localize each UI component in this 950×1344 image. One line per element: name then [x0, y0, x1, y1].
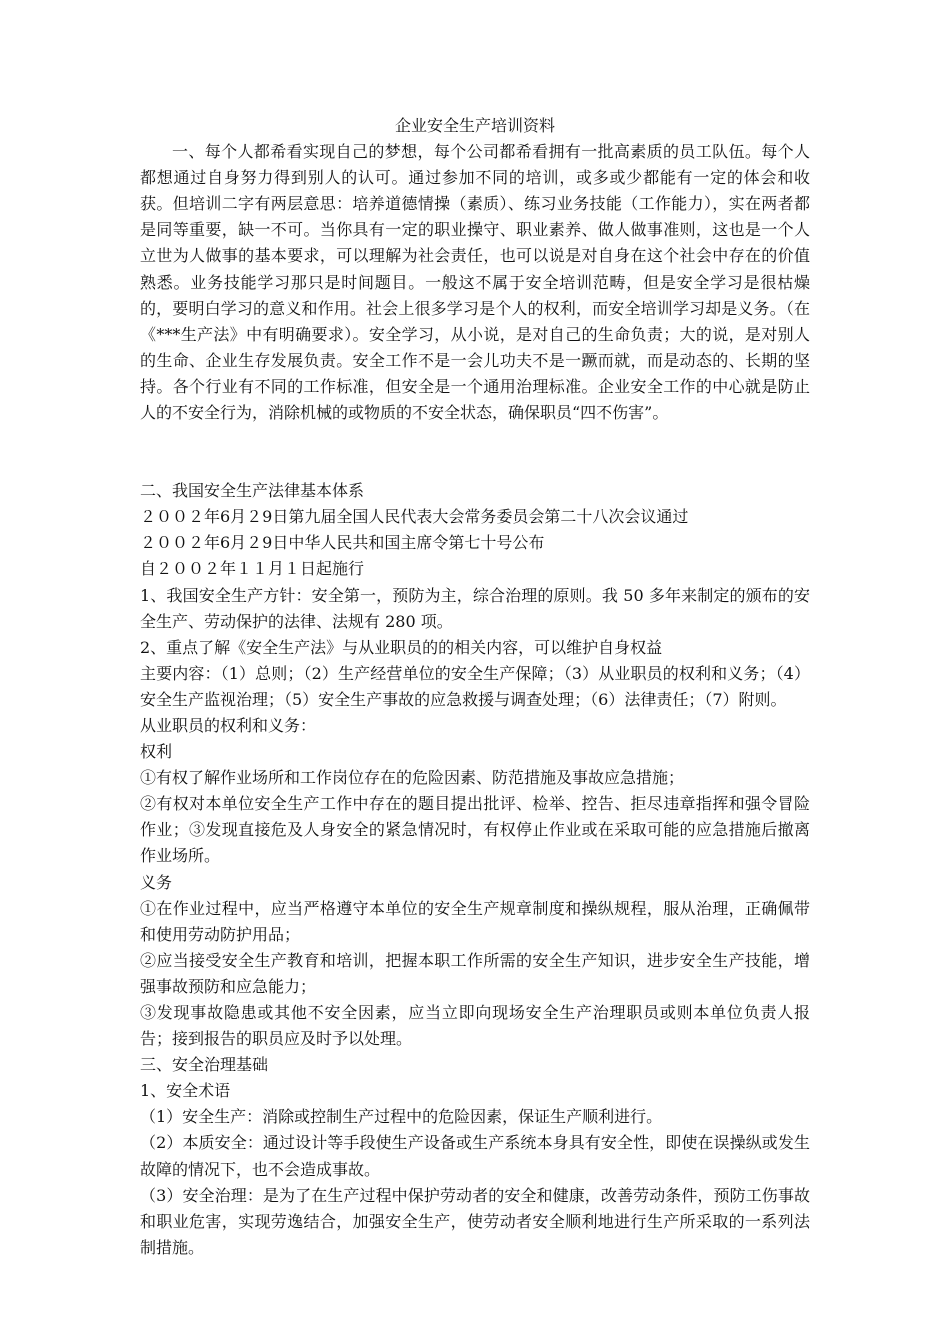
intro-paragraph: 一、每个人都希看实现自己的梦想，每个公司都希看拥有一批高素质的员工队伍。每个人都想通过自身努力得到别人的认可。通过参加不同的培训，或多或少都能有一定的体会和收获。但培训二字有两层意思：培养道德情操（素质）、练习业务技能（工作能力），实在两者都是同等重要，缺一不可。当你具有一定的职业操守、职业素养、做人做事准则，这也是一个人立世为人做事的基本要求，可以理解为社会责任，也可以说是对自身在这个社会中存在的价值熟悉。业务技能学习那只是时间题目。一般这不属于安全培训范畴，但是安全学习是很枯燥的，要明白学习的意义和作用。社会上很多学习是个人的权利，而安全培训学习却是义务。（在《***生产法》中有明确要求）。安全学习，从小说，是对自己的生命负责；大的说，是对别人的生命、企业生存发展负责。安全工作不是一会儿功夫不是一蹶而就，而是动态的、长期的坚持。各个行业有不同的工作标准，但安全是一个通用治理标准。企业安全工作的中心就是防止人的不安全行为，消除机械的或物质的不安全状态，确保职员“四不伤害”。: [140, 142, 810, 423]
law-adoption-line: ２００２年6月２9日第九届全国人民代表大会常务委员会第二十八次会议通过: [140, 507, 689, 527]
term-item-1: （1）安全生产：消除或控制生产过程中的危险因素，保证生产顺利进行。: [140, 1107, 663, 1127]
main-content-paragraph: 主要内容：（1）总则；（2）生产经营单位的安全生产保障；（3）从业职员的权利和义务；（4）安全生产监视治理；（5）安全生产事故的应急救援与调查处理；（6）法律责任；（7）附则。: [140, 663, 810, 709]
blank-spacer: [140, 426, 810, 478]
rights-duties-heading: 从业职员的权利和义务：: [140, 715, 317, 735]
terms-subheading: 1、安全术语: [140, 1081, 231, 1101]
term-item-3: （3）安全治理：是为了在生产过程中保护劳动者的安全和健康，改善劳动条件，预防工伤事故和职业危害，实现劳逸结合，加强安全生产，使劳动者安全顺利地进行生产所采取的一系列法制措施。: [140, 1185, 810, 1257]
law-promulgation-line: ２００２年6月２9日中华人民共和国主席令第七十号公布: [140, 533, 545, 553]
duty-item-2: ②应当接受安全生产教育和培训，把握本职工作所需的安全生产知识，进步安全生产技能，增强事故预防和应急能力；: [140, 950, 810, 996]
law-effective-line: 自２００２年１１月１日起施行: [140, 559, 365, 579]
right-item-2: ②有权对本单位安全生产工作中存在的题目提出批评、检举、控告、拒尽违章指挥和强令冒险作业；③发现直接危及人身安全的紧急情况时，有权停止作业或在采取可能的应急措施后撤离作业场所。: [140, 794, 810, 866]
duty-item-3: ③发现事故隐患或其他不安全因素，应当立即向现场安全生产治理职员或则本单位负责人报告；接到报告的职员应及时予以处理。: [140, 1003, 810, 1049]
duties-heading: 义务: [140, 872, 173, 892]
document-title: 企业安全生产培训资料: [394, 116, 555, 135]
key-points-line: 2、重点了解《安全生产法》与从业职员的的相关内容，可以维护自身权益: [140, 637, 663, 657]
right-item-1: ①有权了解作业场所和工作岗位存在的危险因素、防范措施及事故应急措施；: [140, 768, 685, 788]
document-page: [140, 113, 810, 1261]
term-item-2: （2）本质安全：通过设计等手段使生产设备或生产系统本身具有安全性，即使在误操纵或发生故障的情况下，也不会造成事故。: [140, 1133, 810, 1179]
rights-heading: 权利: [140, 742, 173, 762]
safety-policy-paragraph: 1、我国安全生产方针：安全第一，预防为主，综合治理的原则。我 50 多年来制定的颁布的安全生产、劳动保护的法律、法规有 280 项。: [140, 585, 810, 631]
section3-heading: 三、安全治理基础: [140, 1055, 269, 1075]
section2-heading: 二、我国安全生产法律基本体系: [140, 481, 365, 501]
duty-item-1: ①在作业过程中，应当严格遵守本单位的安全生产规章制度和操纵规程，服从治理，正确佩带和使用劳动防护用品；: [140, 898, 810, 944]
